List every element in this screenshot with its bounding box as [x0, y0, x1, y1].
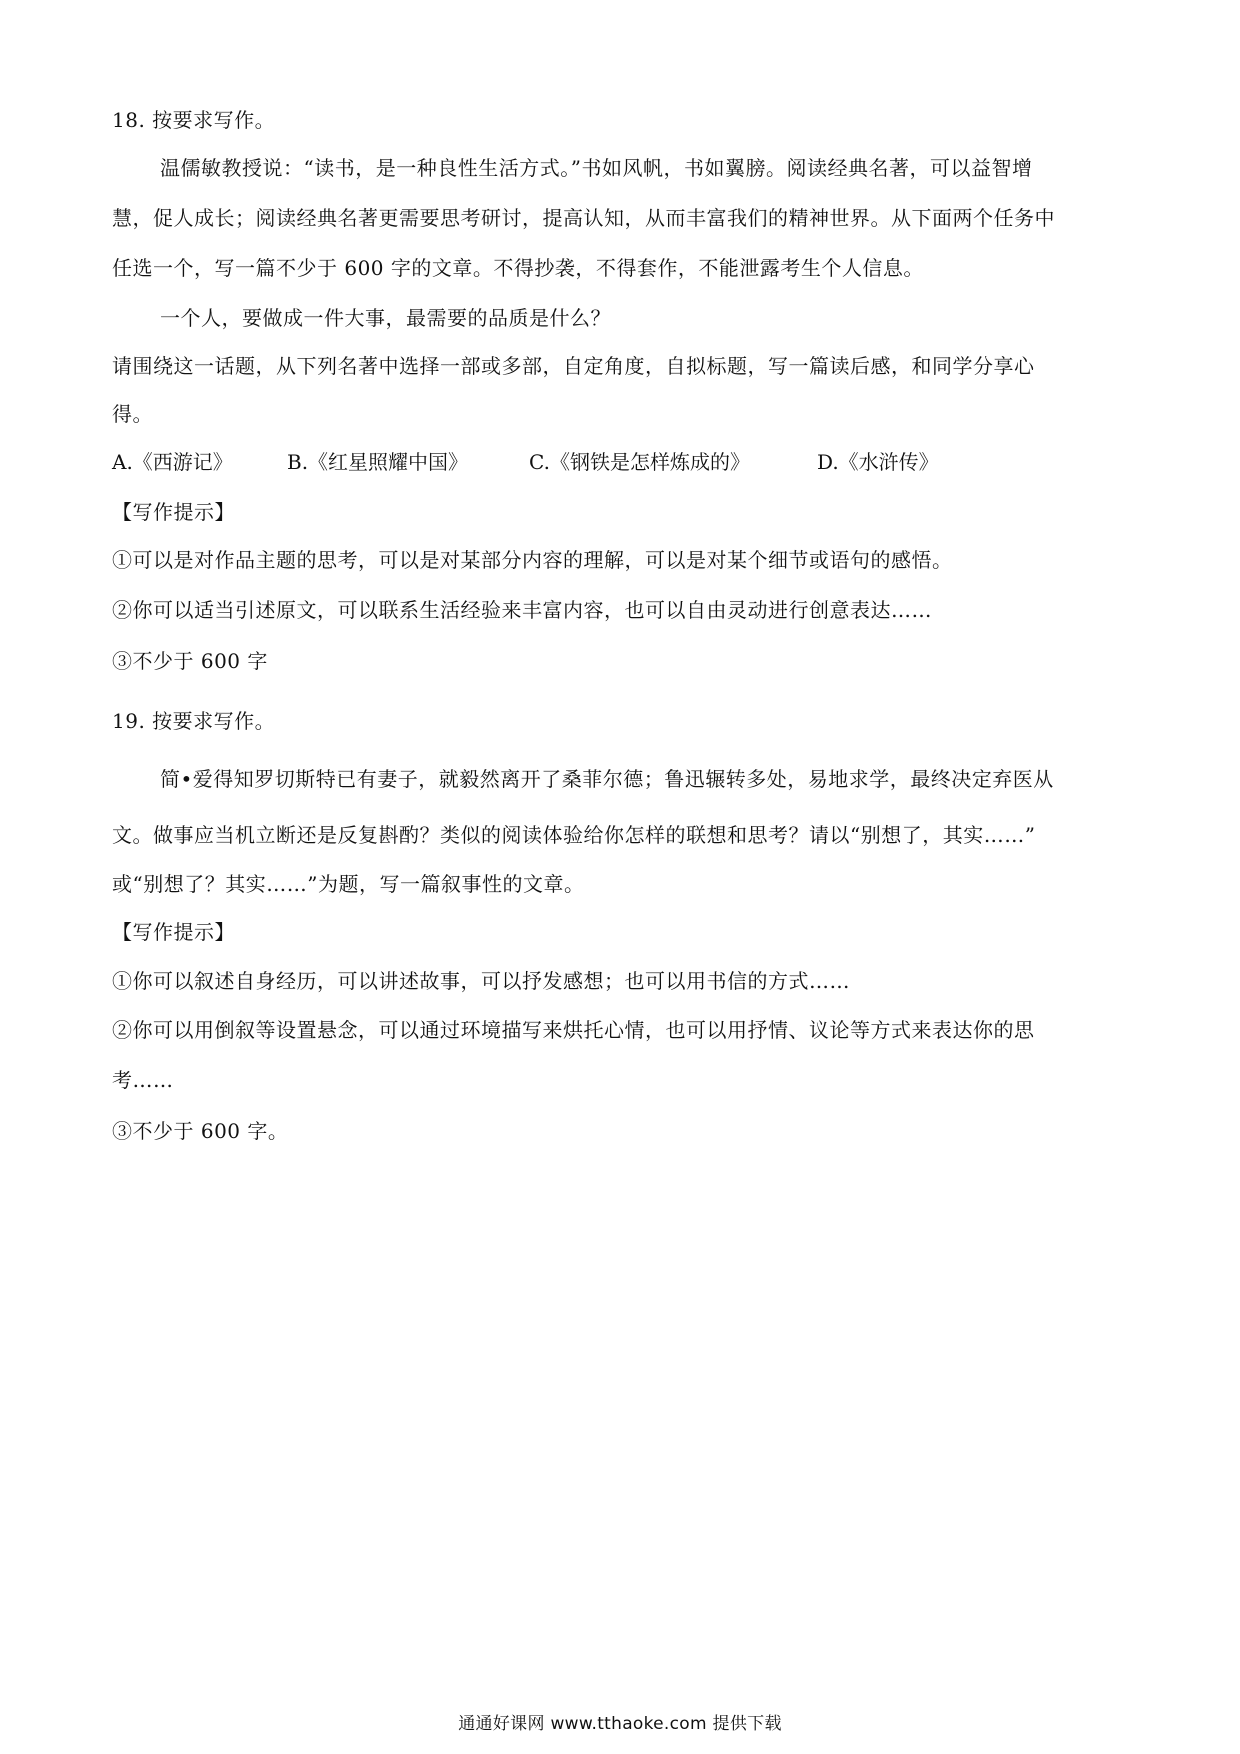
q18-instruction-line: 得。: [112, 402, 153, 426]
page-footer: 通通好课网 www.tthaoke.com 提供下载: [458, 1714, 782, 1734]
q18-paragraph-line: 慧，促人成长；阅读经典名著更需要思考研讨，提高认知，从而丰富我们的精神世界。从下面两个任务中: [112, 206, 1055, 230]
q19-paragraph-line: 或“别想了？其实……”为题，写一篇叙事性的文章。: [112, 872, 585, 896]
q19-title: 19. 按要求写作。: [112, 709, 276, 733]
q18-tip-1: ①可以是对作品主题的思考，可以是对某部分内容的理解，可以是对某个细节或语句的感悟。: [112, 548, 953, 572]
q19-tip-2-continued: 考……: [112, 1068, 174, 1092]
q18-tips-heading: 【写作提示】: [112, 500, 235, 524]
q18-tip-3: ③不少于 600 字: [112, 649, 268, 673]
q19-tip-3: ③不少于 600 字。: [112, 1119, 289, 1143]
q18-tip-2: ②你可以适当引述原文，可以联系生活经验来丰富内容，也可以自由灵动进行创意表达……: [112, 598, 932, 622]
q18-instruction-line: 请围绕这一话题，从下列名著中选择一部或多部，自定角度，自拟标题，写一篇读后感，和同学分享心: [112, 354, 1035, 378]
q18-paragraph-line: 温儒敏教授说：“读书，是一种良性生活方式。”书如风帆，书如翼膀。阅读经典名著，可以益智增: [160, 156, 1033, 180]
q19-paragraph-line: 简•爱得知罗切斯特已有妻子，就毅然离开了桑菲尔德；鲁迅辗转多处，易地求学，最终决定弃医从: [160, 767, 1054, 791]
q19-paragraph-line: 文。做事应当机立断还是反复斟酌？类似的阅读体验给你怎样的联想和思考？请以“别想了，其实……”: [112, 823, 1036, 847]
q18-option-b: B.《红星照耀中国》: [287, 450, 469, 474]
q18-title: 18. 按要求写作。: [112, 108, 276, 132]
q18-option-c: C.《钢铁是怎样炼成的》: [529, 450, 750, 474]
q19-tip-1: ①你可以叙述自身经历，可以讲述故事，可以抒发感想；也可以用书信的方式……: [112, 969, 850, 993]
q18-option-a: A.《西游记》: [112, 450, 233, 474]
q18-option-d: D.《水浒传》: [817, 450, 939, 474]
q18-question: 一个人，要做成一件大事，最需要的品质是什么？: [160, 306, 611, 330]
q19-tips-heading: 【写作提示】: [112, 920, 235, 944]
q19-tip-2: ②你可以用倒叙等设置悬念，可以通过环境描写来烘托心情，也可以用抒情、议论等方式来表达你的思: [112, 1018, 1035, 1042]
q18-paragraph-line: 任选一个，写一篇不少于 600 字的文章。不得抄袭，不得套作，不能泄露考生个人信息。: [112, 256, 924, 280]
